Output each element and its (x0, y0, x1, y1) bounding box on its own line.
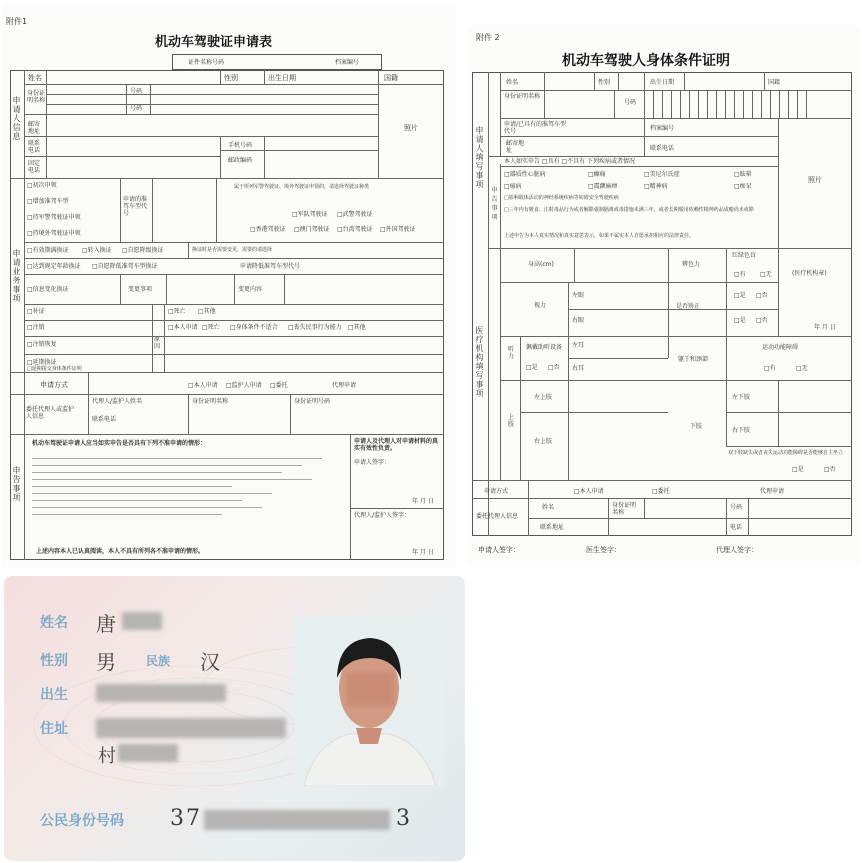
form2-move-yes: □有 (764, 365, 776, 372)
form1-apply-military: □持军警驾驶证申领 (27, 214, 81, 221)
form1-note-top: 属于所列军警驾驶证、境外驾驶证申领的，请选择驾驶证种类 (234, 184, 370, 190)
form1-license-foreign: □外国驾驶证 (380, 226, 416, 233)
form2-height: 身高(cm) (528, 261, 554, 268)
form2-id-type: 身份证明名称 (504, 93, 541, 100)
form1-header-id: 证件名称号码 (188, 59, 225, 66)
form2-color: 辨色力 (682, 261, 701, 268)
form1-renew-transfer: □转入换证 (82, 247, 112, 254)
form1-postcode-label: 邮政编码 (228, 157, 253, 164)
form1-sign-applicant: 申请人签字： (354, 459, 391, 466)
form2-trunk: 躯干和颈部 (678, 356, 709, 363)
form1-license-army: □军队驾驶证 (292, 211, 328, 218)
form2-sex: 性别 (598, 79, 611, 86)
form1-reason-label: 原因 (154, 336, 161, 350)
form1-method-agent: 代理申请 (332, 382, 357, 389)
form1-agent-idnum: 身份证明号码 (294, 398, 331, 405)
form1-method-guardian: □监护人申请 (226, 382, 262, 389)
form1-vehicle-label: 申请的准驾车型代号 (123, 196, 148, 217)
form1-page (2, 4, 456, 566)
form2-mail: 邮寄地址 (506, 140, 525, 154)
card-label-birth: 出生 (40, 687, 68, 703)
form1-id-number: 号码 (130, 88, 143, 95)
form2-decl-line: 本人如实申告 □具有 □不具有 下列疾病或者情况 (504, 158, 636, 165)
form1-date-1: 年 月 日 (412, 498, 434, 505)
form1-lost-lower: □自愿降低准驾车型换证 (92, 263, 158, 270)
card-label-idnumber: 公民身份号码 (40, 813, 124, 829)
form1-change-item: 变更事项 (128, 286, 153, 293)
card-label-ethnicity: 民族 (146, 654, 171, 668)
form2-side-medical: 医疗机构填写事项 (475, 326, 484, 398)
form2-disease-meniere: □美尼尔氏症 (644, 171, 680, 178)
form1-opt-body: □身体条件不适合 (230, 324, 278, 331)
form1-side-business: 申请业务事项 (12, 249, 21, 303)
form2-color-blind: 红绿色盲 (732, 252, 757, 259)
card-address-redaction-1 (96, 718, 286, 738)
form2-move: 运动功能障碍 (762, 344, 799, 351)
form2-upper-left: 左上肢 (534, 394, 553, 401)
form2-lower-yes: □是 (792, 466, 804, 473)
form2-sign-doctor: 医生签字： (586, 546, 621, 554)
form1-id-name: 身份证明名称 (27, 90, 46, 104)
form2-hearing-yes: □是 (526, 364, 538, 371)
form1-change-content: 变更内容 (238, 286, 263, 293)
form1-other-replace: □补证 (27, 308, 45, 315)
form2-name: 姓名 (506, 79, 519, 86)
form2-color-yes: □有 (734, 271, 746, 278)
form1-license-taiwan: □台湾驾驶证 (337, 226, 373, 233)
form2-sign-applicant: 申请人签字： (478, 546, 520, 554)
form2-disease-dementia: □痴呆 (734, 183, 752, 190)
form2-disease-mental: □精神病 (644, 183, 668, 190)
form1-photo: 照片 (404, 124, 418, 132)
form2-correct-no-1: □否 (756, 292, 768, 299)
form2-sign-agent: 代理人签字： (716, 546, 758, 554)
form2-disease-tremor: □震颤麻痹 (588, 183, 618, 190)
form2-lower-no: □否 (824, 466, 836, 473)
form1-birth-label: 出生日期 (268, 74, 296, 82)
form1-lost-age: □达到规定年龄换证 (27, 263, 81, 270)
form1-phone: 联系电话 (28, 140, 41, 154)
form2-ear-left: 左耳 (572, 342, 585, 349)
form1-apply-add: □增加准驾车型 (27, 198, 69, 205)
form2-correct-yes-2: □是 (734, 317, 746, 324)
form1-opt-other: □其他 (198, 308, 216, 315)
form2-nation: 国籍 (768, 79, 781, 86)
form1-method-self: □本人申请 (188, 382, 218, 389)
card-name-value: 唐 (96, 612, 116, 636)
form2-disease-hysteria: □癔病 (504, 183, 522, 190)
form2-disease-epilepsy: □癫痫 (588, 171, 606, 178)
form1-side-applicant: 申请人信息 (12, 96, 21, 141)
form1-landline: 固定电话 (28, 160, 41, 174)
form1-opt-self: □本人申请 (168, 324, 198, 331)
form2-disease-drug: □三年内有吸食、注射毒品行为或者解除强制隔离戒毒措施未满三年，或者长期服用依赖性精神药品成瘾尚未戒除 (504, 207, 754, 213)
form1-lost-note: 申请降低准驾车型代号 (240, 263, 301, 270)
form2-decl-note: 上述申告为本人真实情况和真实意思表示，如果不属实本人自愿承担相应的法律责任。 (504, 233, 695, 239)
form2-id-boxes (644, 90, 853, 118)
form1-other-restore: □注销恢复 (27, 341, 57, 348)
card-birth-redaction (96, 684, 226, 702)
form1-other-delay: □延期换证 (27, 359, 57, 366)
form2-lower: 下肢 (690, 423, 703, 430)
form2-vision-left: 左眼 (572, 292, 585, 299)
form2-agent-idtype: 身份证明名称 (612, 502, 637, 516)
form2-color-no: □无 (760, 271, 772, 278)
form2-photo: 照片 (808, 176, 822, 184)
form2-vision-right: 右眼 (572, 317, 585, 324)
form1-license-macau: □澳门驾驶证 (294, 226, 330, 233)
form2-correct-yes-1: □是 (734, 292, 746, 299)
form1-attachment-label: 附件1 (6, 17, 28, 26)
form1-other-delay-body: □延期提交身体条件证明 (27, 366, 82, 372)
form1-mail-address: 邮寄地址 (28, 121, 41, 135)
form2-org-stamp: (医疗机构章) (792, 270, 827, 277)
form2-agent-name: 姓名 (542, 504, 555, 511)
card-label-address: 住址 (40, 721, 68, 737)
card-label-name: 姓名 (40, 615, 68, 631)
form2-upper: 上肢 (508, 414, 515, 428)
form1-id-number-2: 号码 (130, 105, 143, 112)
form2-lower-left: 左下肢 (732, 394, 751, 401)
form2-agent-phone: 电话 (730, 524, 743, 531)
form2-side-applicant: 申请人填写事项 (475, 126, 484, 189)
id-card (4, 576, 465, 861)
form1-declare-lines (32, 452, 342, 521)
form2-vision: 视力 (534, 302, 547, 309)
form2-attachment-label: 附件 2 (476, 33, 500, 42)
form1-opt-death2: □死亡 (202, 324, 220, 331)
form2-phone: 联系电话 (650, 145, 675, 152)
form1-apply-first: □初次申领 (27, 182, 57, 189)
form1-bottom-note: 上述内容本人已认真阅读，本人不具有所列各不准申请的情形。 (36, 548, 205, 555)
card-id-redaction (204, 810, 390, 830)
form1-other-cancel: □注销 (27, 324, 45, 331)
card-id-prefix: 37 (170, 806, 202, 831)
card-photo (294, 616, 444, 786)
form2-upper-right: 右上肢 (534, 438, 553, 445)
form2-correct-no-2: □否 (756, 317, 768, 324)
form2-agent-number: 号码 (730, 504, 743, 511)
form2-method-self: □本人申请 (574, 488, 604, 495)
form1-date-2: 年 月 日 (412, 549, 434, 556)
form1-change-info: □信息变化换证 (27, 286, 69, 293)
form1-declare-side: 申告事项 (12, 466, 21, 502)
form1-agent-phone: 联系电话 (92, 416, 117, 423)
form2-hearing-aid: 佩戴助听设备 (526, 344, 563, 351)
form2-method-agent: 代理申请 (760, 488, 785, 495)
form1-license-hk: □香港驾驶证 (250, 226, 286, 233)
form2-hearing-no: □否 (548, 364, 560, 371)
form1-declare-title: 机动车驾驶证申请人应当如实申告是否具有下列不准申请的情形： (32, 440, 207, 447)
form1-agent-name: 代理人/监护人姓名 (92, 398, 143, 405)
form1-renew-downgrade: □自愿降级换证 (122, 247, 164, 254)
form1-opt-other2: □其他 (348, 324, 366, 331)
form2-method-label: 申请方式 (484, 488, 509, 495)
form2-decl-side: 申告事项 (491, 187, 498, 221)
form2-move-no: □无 (796, 365, 808, 372)
card-id-suffix: 3 (396, 806, 410, 831)
form2-agent-address: 联系地址 (540, 524, 565, 531)
form1-renew-expire: □有效期满换证 (27, 247, 69, 254)
card-label-sex: 性别 (40, 653, 68, 669)
form2-birth: 出生日期 (650, 79, 675, 86)
form2-date: 年 月 日 (814, 324, 836, 331)
form1-name-label: 姓名 (28, 74, 42, 82)
form2-disease-nerve: □影响肢体活动的神经系统疾病等妨碍安全驾驶疾病 (504, 195, 619, 201)
form1-nation-label: 国籍 (384, 74, 398, 82)
card-sex-value: 男 (96, 650, 116, 674)
form2-lower-note: 双下肢缺失或者丧失运动功能障碍是否能够自主坐立 (728, 450, 844, 456)
form2-lower-right: 右下肢 (732, 427, 751, 434)
form2-hearing: 听力 (508, 346, 515, 360)
form1-opt-death: □死亡 (168, 308, 186, 315)
form1-sign-title: 申请人及代理人对申请材料的真实有效性负责。 (354, 438, 439, 452)
form1-sex-label: 性别 (224, 74, 238, 82)
card-address-redaction-2 (118, 744, 178, 762)
form1-sign-agent: 代理人/监护人签字： (354, 512, 411, 519)
form2-disease-vertigo: □眩晕 (734, 171, 752, 178)
form1-opt-civil: □丧失民事行为能力 (288, 324, 342, 331)
form2-archive: 档案编号 (650, 125, 675, 132)
card-name-redaction (122, 612, 162, 630)
form2-ear-right: 右耳 (572, 365, 585, 372)
form1-method-label: 申请方式 (40, 381, 68, 389)
form1-agent-label: 委托代理人或监护人信息 (26, 406, 75, 420)
form1-agent-idtype: 身份证明名称 (192, 398, 229, 405)
form1-header-archive: 档案编号 (335, 59, 360, 66)
card-address-value: 村 (98, 746, 116, 767)
form1-method-entrust: □委托 (270, 382, 288, 389)
card-ethnicity-value: 汉 (200, 650, 220, 674)
form2-vehicle-type: 申请/已具有的准驾车型代号 (504, 121, 567, 135)
form2-title: 机动车驾驶人身体条件证明 (562, 53, 730, 69)
form2-method-entrust: □委托 (652, 488, 670, 495)
form1-renew-note: 换证时是否需要变更，需要的请选择 (192, 247, 273, 253)
form2-agent-label: 委托代理人信息 (476, 513, 519, 520)
form2-page (468, 26, 860, 562)
form1-title: 机动车驾驶证申请表 (155, 35, 273, 50)
form1-mobile-label: 手机号码 (228, 142, 253, 149)
form2-correct: 是否矫正 (676, 303, 701, 310)
form1-apply-foreign: □持境外驾驶证申领 (27, 230, 81, 237)
form2-id-number: 号码 (624, 99, 637, 106)
form2-disease-heart: □器质性心脏病 (504, 171, 546, 178)
form1-license-police: □武警驾驶证 (337, 211, 373, 218)
